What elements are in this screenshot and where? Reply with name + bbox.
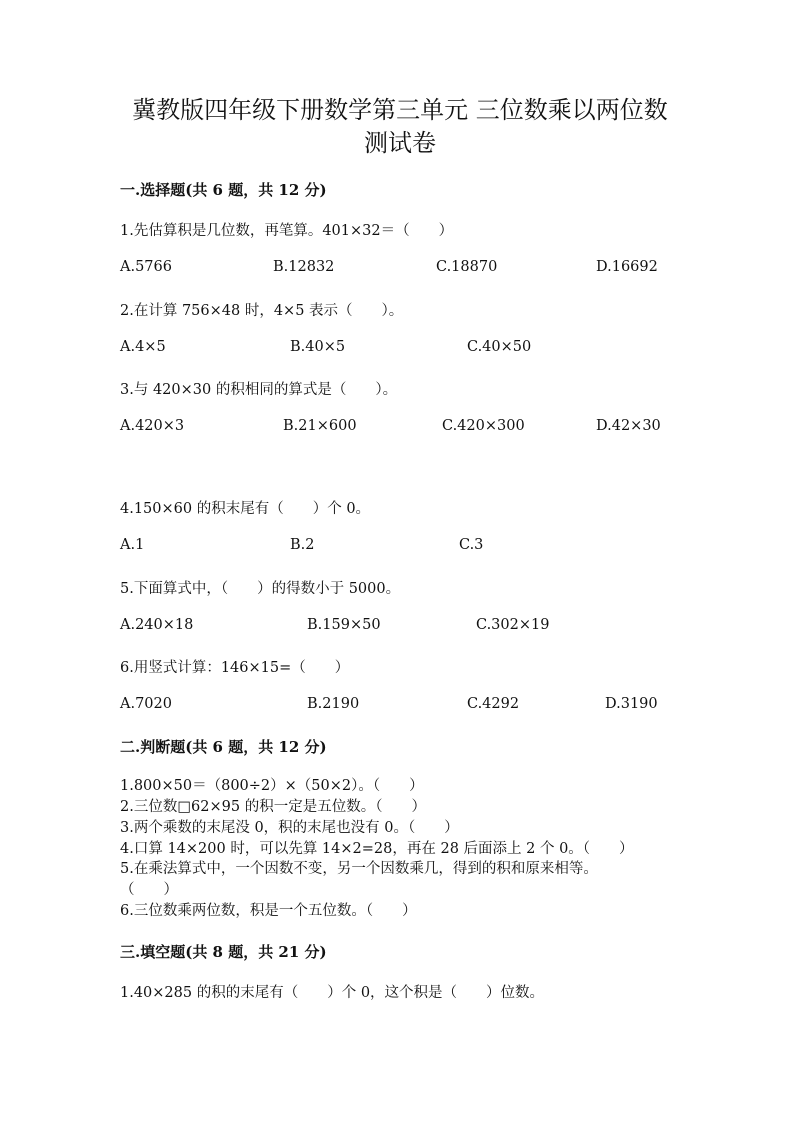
title-line-2: 测试卷	[364, 129, 436, 157]
question-5-option-b: B.159×50	[307, 617, 381, 633]
section-heading-judgement: 二.判断题(共 6 题，共 12 分)	[120, 738, 327, 756]
question-5-option-c: C.302×19	[476, 617, 550, 633]
question-5-stem: 5.下面算式中，（ ）的得数小于 5000。	[120, 581, 401, 597]
question-4-option-b: B.2	[290, 537, 315, 553]
question-5-option-a: A.240×18	[120, 617, 194, 633]
question-3-option-b: B.21×600	[283, 418, 357, 434]
question-2-stem: 2.在计算 756×48 时，4×5 表示（ ）。	[120, 303, 404, 319]
question-3-option-d: D.42×30	[596, 418, 661, 434]
fill-in-question-1: 1.40×285 的积的末尾有（ ）个 0，这个积是（ ）位数。	[120, 985, 545, 1001]
section-heading-choice: 一.选择题(共 6 题，共 12 分)	[120, 181, 327, 199]
judgement-item-5-blank: （ ）	[120, 882, 178, 898]
judgement-item-2: 2.三位数□62×95 的积一定是五位数。（ ）	[120, 799, 426, 815]
question-2-option-b: B.40×5	[290, 339, 346, 355]
question-4-option-c: C.3	[459, 537, 484, 553]
title-line-1: 冀教版四年级下册数学第三单元 三位数乘以两位数	[132, 96, 668, 124]
question-6-option-c: C.4292	[467, 696, 520, 712]
question-3-option-a: A.420×3	[120, 418, 185, 434]
judgement-item-5: 5.在乘法算式中，一个因数不变，另一个因数乘几，得到的积和原来相等。	[120, 861, 598, 877]
question-3-stem: 3.与 420×30 的积相同的算式是（ ）。	[120, 382, 398, 398]
question-1-stem: 1.先估算积是几位数，再笔算。401×32＝（ ）	[120, 223, 454, 239]
question-1-option-c: C.18870	[436, 259, 498, 275]
judgement-item-3: 3.两个乘数的末尾没 0，积的末尾也没有 0。（ ）	[120, 820, 459, 836]
question-2-option-a: A.4×5	[120, 339, 166, 355]
question-1-option-b: B.12832	[273, 259, 335, 275]
judgement-item-6: 6.三位数乘两位数，积是一个五位数。（ ）	[120, 903, 417, 919]
question-6-stem: 6.用竖式计算：146×15=（ ）	[120, 660, 350, 676]
question-3-option-c: C.420×300	[442, 418, 525, 434]
question-6-option-d: D.3190	[605, 696, 658, 712]
judgement-item-1: 1.800×50＝（800÷2）×（50×2）。（ ）	[120, 778, 424, 794]
question-1-option-a: A.5766	[120, 259, 172, 275]
question-6-option-b: B.2190	[307, 696, 360, 712]
question-1-option-d: D.16692	[596, 259, 658, 275]
question-6-option-a: A.7020	[120, 696, 172, 712]
question-2-option-c: C.40×50	[467, 339, 532, 355]
judgement-item-4: 4.口算 14×200 时，可以先算 14×2=28，再在 28 后面添上 2 个 0。（ ）	[120, 841, 634, 857]
question-4-option-a: A.1	[120, 537, 145, 553]
section-heading-fill-in: 三.填空题(共 8 题，共 21 分)	[120, 943, 327, 961]
question-4-stem: 4.150×60 的积末尾有（ ）个 0。	[120, 501, 371, 517]
